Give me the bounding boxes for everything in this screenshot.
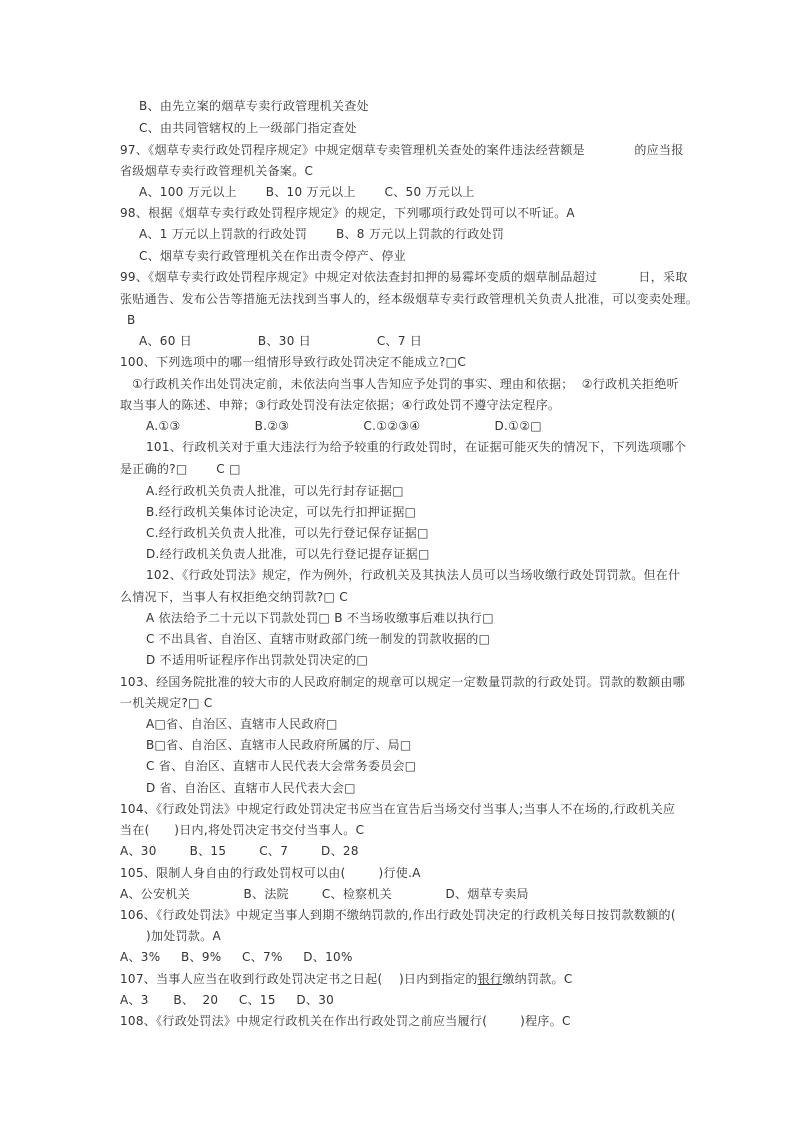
option-line: A、3% B、9% C、7% D、10% — [120, 950, 353, 964]
question-104: 104、《行政处罚法》中规定行政处罚决定书应当在宣告后当场交付当事人;当事人不在场的,行政机关应 — [120, 802, 676, 816]
question-100: 100、下列选项中的哪一组情形导致行政处罚决定不能成立?□C — [120, 355, 466, 369]
question-line: 省级烟草专卖行政管理机关备案。C — [120, 164, 314, 178]
question-105: 105、限制人身自由的行政处罚权可以由( )行使.A — [120, 866, 421, 880]
option-line: A、60 日 B、30 日 C、7 日 — [139, 334, 423, 348]
question-98: 98、根据《烟草专卖行政处罚程序规定》的规定，下列哪项行政处罚可以不听证。A — [120, 206, 575, 220]
question-101: 101、行政机关对于重大违法行为给予较重的行政处罚时，在证据可能灭失的情况下，下列选项哪个 — [146, 440, 687, 454]
question-line: 么情况下，当事人有权拒绝交纳罚款?□ C — [120, 590, 348, 604]
option-line: A、30 B、15 C、7 D、28 — [120, 844, 359, 858]
question-line: 取当事人的陈述、申辩；③行政处罚没有法定依据；④行政处罚不遵守法定程序。 — [120, 398, 561, 412]
option-line: A、3 B、 20 C、15 D、30 — [120, 993, 335, 1007]
question-line: 张贴通告、发布公告等措施无法找到当事人的，经本级烟草专卖行政管理机关负责人批准，可以变卖处理。 — [120, 292, 699, 306]
question-103: 103、经国务院批准的较大市的人民政府制定的规章可以规定一定数量罚款的行政处罚。罚款的数额由哪 — [120, 675, 686, 689]
question-line: 是正确的?□ C □ — [120, 462, 241, 476]
question-line: )加处罚款。A — [146, 929, 221, 943]
option-line: C 省、自治区、直辖市人民代表大会常务委员会□ — [146, 759, 417, 773]
question-text: 107、当事人应当在收到行政处罚决定书之日起( )日内到指定的 — [120, 972, 478, 986]
answer-line: B — [127, 313, 136, 327]
option-line: C.经行政机关负责人批准，可以先行登记保存证据□ — [146, 526, 429, 540]
question-line: 当在( )日内,将处罚决定书交付当事人。C — [120, 823, 365, 837]
option-line: D.经行政机关负责人批准，可以先行登记提存证据□ — [146, 547, 430, 561]
question-108: 108、《行政处罚法》中规定行政机关在作出行政处罚之前应当履行( )程序。C — [120, 1014, 571, 1028]
option-line: A、1 万元以上罚款的行政处罚 B、8 万元以上罚款的行政处罚 — [139, 227, 505, 241]
question-97: 97、《烟草专卖行政处罚程序规定》中规定烟草专卖管理机关查处的案件违法经营额是 的应当报 — [120, 143, 684, 157]
option-line: A、100 万元以上 B、10 万元以上 C、50 万元以上 — [139, 185, 475, 199]
option-line: A 依法给予二十元以下罚款处罚□ B 不当场收缴事后难以执行□ — [146, 611, 494, 625]
question-99: 99、《烟草专卖行政处罚程序规定》中规定对依法查封扣押的易霉坏变质的烟草制品超过 日，采取 — [120, 270, 688, 284]
option-line: A.①③ B.②③ C.①②③④ D.①②□ — [146, 419, 542, 433]
option-line: B□省、自治区、直辖市人民政府所属的厅、局□ — [146, 738, 412, 752]
option-line: A□省、自治区、直辖市人民政府□ — [146, 717, 338, 731]
option-line: D 省、自治区、直辖市人民代表大会□ — [146, 781, 356, 795]
question-line: ①行政机关作出处罚决定前，未依法向当事人告知应予处罚的事实、理由和依据； ②行政机关拒绝听 — [132, 377, 679, 391]
option-line: D 不适用听证程序作出罚款处罚决定的□ — [146, 653, 369, 667]
question-line: 一机关规定?□ C — [120, 696, 213, 710]
option-line: B、由先立案的烟草专卖行政管理机关查处 — [139, 99, 369, 113]
question-106: 106、《行政处罚法》中规定当事人到期不缴纳罚款的,作出行政处罚决定的行政机关每日按罚款数额的( — [120, 908, 676, 922]
option-line: C 不出具省、自治区、直辖市财政部门统一制发的罚款收据的□ — [146, 632, 491, 646]
bank-link[interactable]: 银行 — [477, 972, 503, 986]
question-text-end: 缴纳罚款。C — [502, 972, 573, 986]
option-line: A.经行政机关负责人批准，可以先行封存证据□ — [146, 484, 404, 498]
question-107 — [120, 972, 573, 986]
option-line: B.经行政机关集体讨论决定，可以先行扣押证据□ — [146, 505, 417, 519]
option-line: C、烟草专卖行政管理机关在作出责令停产、停业 — [139, 249, 406, 263]
question-102: 102、《行政处罚法》规定，作为例外，行政机关及其执法人员可以当场收缴行政处罚罚款。但在什 — [146, 568, 681, 582]
option-line: C、由共同管辖权的上一级部门指定查处 — [139, 121, 357, 135]
option-line: A、公安机关 B、法院 C、检察机关 D、烟草专卖局 — [120, 887, 529, 901]
